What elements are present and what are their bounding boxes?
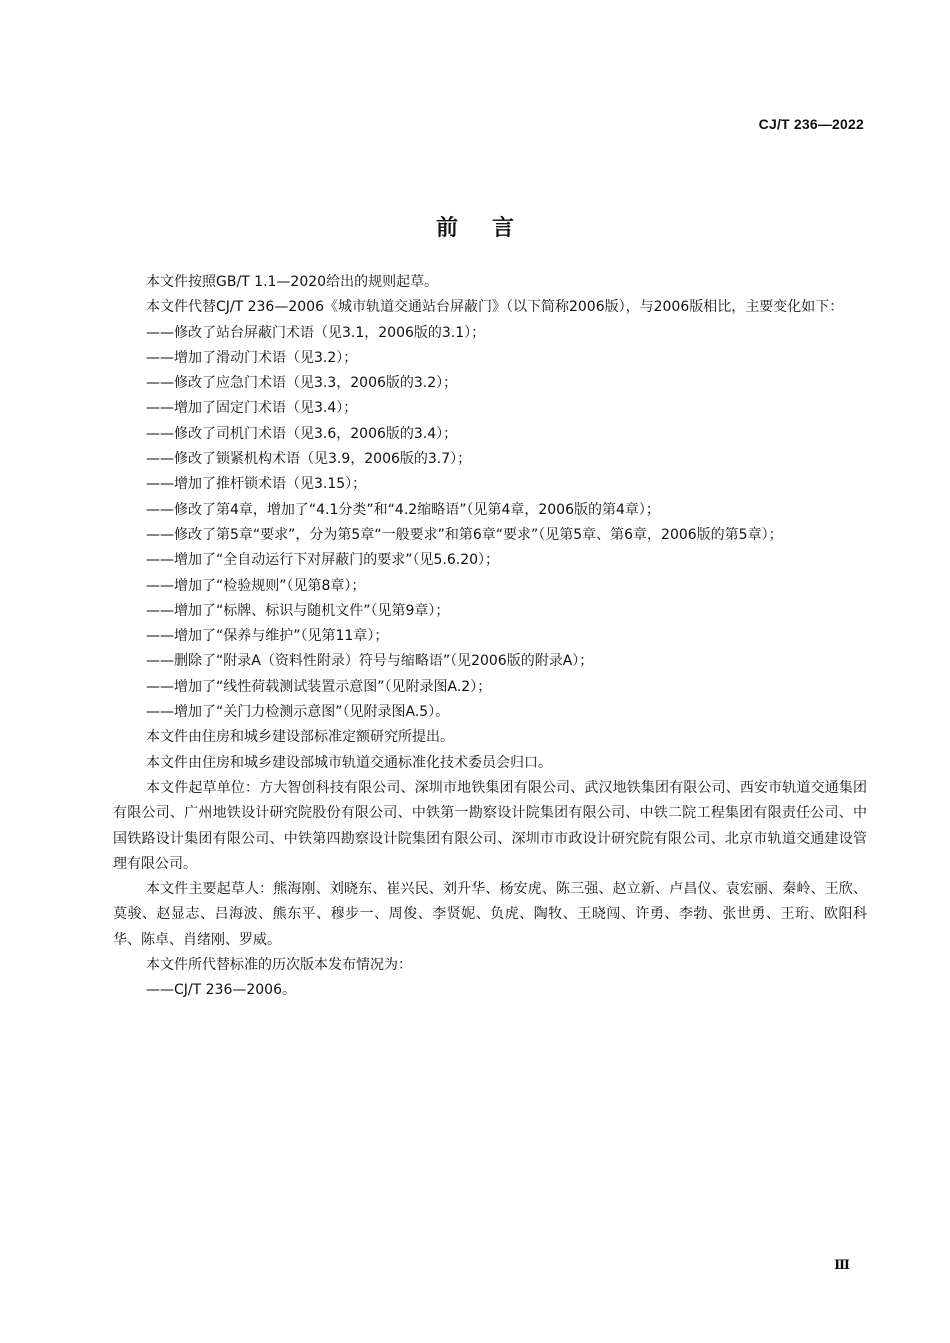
list-item: ——增加了“保养与维护”（见第11章）； bbox=[146, 628, 389, 645]
list-item: ——增加了“全自动运行下对屏蔽门的要求”（见5.6.20）； bbox=[146, 552, 500, 569]
document-body bbox=[113, 270, 867, 1004]
history-heading: 本文件所代替标准的历次版本发布情况为： bbox=[146, 957, 412, 974]
drafting-units: 本文件起草单位：方大智创科技有限公司、深圳市地铁集团有限公司、武汉地铁集团有限公司、西安市轨道交通集团有限公司、广州地铁设计研究院股份有限公司、中铁第一勘察设计院集团有限公司、中铁二院工程集团有限责任公司、中国铁路设计集团有限公司、中铁第四勘察设计院集团有限公司、深圳市市政设计研究院有限公司、北京市轨道交通建设管理有限公司。 bbox=[113, 779, 867, 872]
list-item: ——增加了滑动门术语（见3.2）； bbox=[146, 349, 358, 366]
list-item: ——修改了应急门术语（见3.3，2006版的3.2）； bbox=[146, 375, 458, 392]
history-item: ——CJ/T 236—2006。 bbox=[146, 982, 296, 999]
list-item: ——增加了“关门力检测示意图”（见附录图A.5）。 bbox=[146, 704, 450, 721]
list-item: ——删除了“附录A（资料性附录）符号与缩略语”（见2006版的附录A）； bbox=[146, 653, 594, 670]
list-item: ——修改了司机门术语（见3.6，2006版的3.4）； bbox=[146, 425, 458, 442]
changes-list bbox=[113, 321, 867, 726]
drafters: 本文件主要起草人：熊海刚、刘晓东、崔兴民、刘升华、杨安虎、陈三强、赵立新、卢昌仪、袁宏丽、秦岭、王欣、莫骏、赵显志、吕海波、熊东平、穆步一、周俊、李贤妮、负虎、陶牧、王晓闯、许勇、李勃、张世勇、王珩、欧阳科华、陈卓、肖绪刚、罗威。 bbox=[113, 881, 867, 948]
list-item: ——修改了锁紧机构术语（见3.9，2006版的3.7）； bbox=[146, 451, 472, 468]
list-item: ——增加了固定门术语（见3.4）； bbox=[146, 400, 358, 417]
proposer-statement: 本文件由住房和城乡建设部标准定额研究所提出。 bbox=[146, 729, 454, 746]
list-item: ——修改了第4章，增加了“4.1分类”和“4.2缩略语”（见第4章，2006版的第4章）； bbox=[146, 501, 660, 518]
committee-statement: 本文件由住房和城乡建设部城市轨道交通标准化技术委员会归口。 bbox=[146, 754, 552, 771]
list-item: ——增加了“线性荷载测试装置示意图”（见附录图A.2）； bbox=[146, 678, 492, 695]
list-item: ——增加了“标牌、标识与随机文件”（见第9章）； bbox=[146, 602, 450, 619]
list-item: ——增加了“检验规则”（见第8章）； bbox=[146, 577, 366, 594]
intro-paragraph: 本文件按照GB/T 1.1—2020给出的规则起草。 bbox=[146, 274, 439, 290]
intro-paragraph: 本文件代替CJ/T 236—2006《城市轨道交通站台屏蔽门》（以下简称2006版），与2006版相比，主要变化如下： bbox=[146, 299, 844, 316]
list-item: ——增加了推杆锁术语（见3.15）； bbox=[146, 476, 367, 493]
page-title: 前言 bbox=[435, 215, 548, 241]
standard-number: CJ/T 236—2022 bbox=[758, 116, 864, 132]
page-number: Ⅲ bbox=[834, 1258, 850, 1273]
list-item: ——修改了站台屏蔽门术语（见3.1，2006版的3.1）； bbox=[146, 324, 486, 341]
list-item: ——修改了第5章“要求”，分为第5章“一般要求”和第6章“要求”（见第5章、第6章，2006版的第5章）； bbox=[146, 526, 783, 543]
